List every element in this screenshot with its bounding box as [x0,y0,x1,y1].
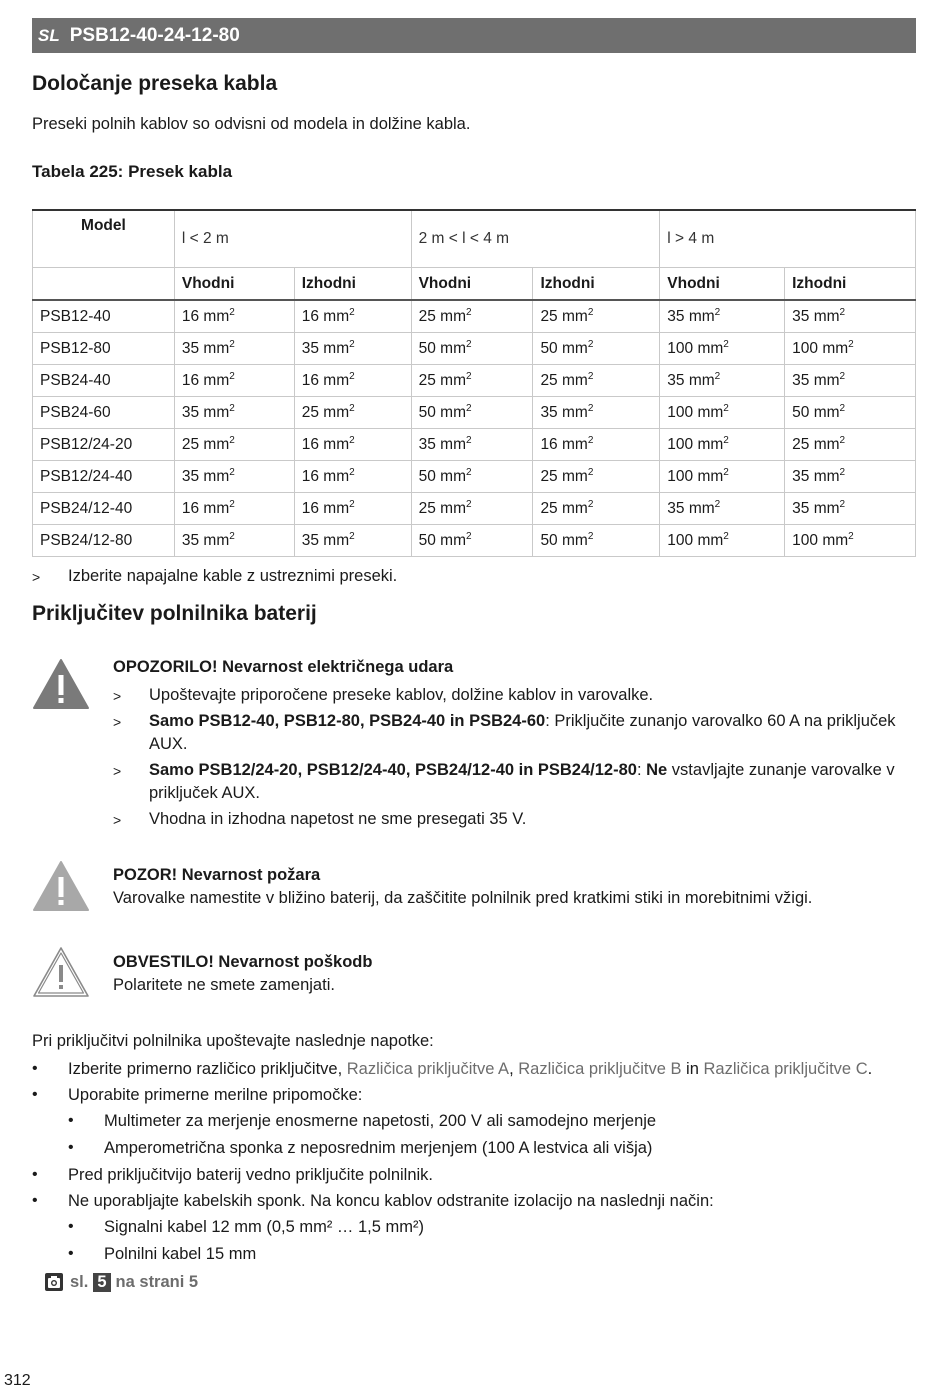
bullet-text [68,1058,872,1081]
cross-section-cell [174,461,294,493]
cell-value: 25 [540,372,558,389]
cell-value: 25 [181,436,200,453]
unit-exponent: 2 [465,467,472,478]
arrow-marker: > [113,688,122,704]
cell-value: 100 [667,340,694,357]
cell-unit: mm [440,500,466,517]
cell-value: 25 [418,308,436,325]
figure-reference[interactable] [44,1272,198,1292]
cell-value: 35 [181,340,200,357]
caution-title: POZOR! Nevarnost požara [113,866,321,884]
cross-section-cell [660,461,785,493]
unit-exponent: 2 [465,371,472,382]
unit-exponent: 2 [714,307,721,318]
cross-section-cell [660,397,785,429]
cross-section-cell [785,365,916,397]
unit-exponent: 2 [587,403,594,414]
language-code: SL [38,25,60,45]
unit-exponent: 2 [349,371,355,382]
sub-header: Izhodni [294,268,411,301]
cell-value: 16 [301,500,319,517]
warning-item [113,759,913,805]
cell-value: 50 [540,340,558,357]
model-cell: PSB12/24-20 [33,429,175,461]
warning-item [113,710,913,756]
table-header-row [33,210,916,268]
unit-exponent: 2 [349,531,355,542]
unit-exponent: 2 [229,371,235,382]
cell-unit: mm [203,532,230,549]
unit-exponent: 2 [587,467,594,478]
cell-unit: mm [697,532,724,549]
unit-exponent: 2 [723,531,729,542]
cross-section-cell [411,300,533,333]
arrow-marker: > [113,812,122,828]
cell-unit: mm [822,532,849,549]
table-row [33,461,916,493]
table-body [33,300,916,557]
notice-triangle-icon [32,946,90,998]
warning-item [113,684,913,707]
unit-exponent: 2 [587,339,594,350]
unit-exponent: 2 [229,467,235,478]
cross-section-cell [660,429,785,461]
bullet-text-part: . [867,1060,873,1078]
unit-exponent: 2 [349,339,355,350]
cell-value: 100 [667,436,694,453]
cross-section-cell [533,493,660,525]
cell-unit: mm [440,532,466,549]
arrow-marker: > [113,763,122,779]
bullet-text: Multimeter za merjenje enosmerne napetosti, 200 V ali samodejno merjenje [104,1112,657,1130]
warning-item-text: Vhodna in izhodna napetost ne sme presegati 35 V. [149,810,527,828]
unit-exponent: 2 [723,435,729,446]
cross-section-cell [785,525,916,557]
unit-exponent: 2 [229,307,235,318]
unit-exponent: 2 [714,499,721,510]
bullet-marker: • [68,1218,74,1235]
bullet-marker: • [68,1139,74,1156]
model-cell: PSB24/12-40 [33,493,175,525]
unit-exponent: 2 [349,499,355,510]
unit-exponent: 2 [229,435,235,446]
cell-unit: mm [323,468,350,485]
warning-item [113,808,913,831]
cell-unit: mm [323,404,350,421]
unit-exponent: 2 [587,531,594,542]
range-header: l < 2 m [174,210,411,268]
cell-unit: mm [697,468,724,485]
cross-section-cell [294,525,411,557]
cell-value: 50 [418,404,436,421]
cell-value: 50 [418,532,436,549]
cell-unit: mm [203,372,230,389]
cross-section-cell [174,300,294,333]
cross-section-cell [294,300,411,333]
cross-section-cell [294,493,411,525]
range-header: 2 m < l < 4 m [411,210,660,268]
sub-header: Vhodni [411,268,533,301]
warning-item-text [149,710,913,756]
cross-section-cell [533,429,660,461]
cell-value: 16 [181,372,200,389]
cross-section-cell [533,333,660,365]
cell-unit: mm [562,436,588,453]
caution-text: Varovalke namestite v bližino baterij, da zaščitite polnilnik pred kratkimi stiki in morebitnimi vžigi. [113,889,813,907]
cell-value: 35 [181,404,200,421]
warning-item-text: Upoštevajte priporočene preseke kablov, dolžine kablov in varovalke. [149,686,654,704]
cell-unit: mm [813,500,840,517]
cell-value: 100 [667,468,694,485]
cell-unit: mm [440,404,466,421]
figure-suffix: na strani 5 [115,1272,199,1291]
cell-unit: mm [440,340,466,357]
unit-exponent: 2 [229,531,235,542]
unit-exponent: 2 [714,371,721,382]
cell-value: 50 [540,532,558,549]
cell-unit: mm [323,340,350,357]
unit-exponent: 2 [465,499,472,510]
cross-section-cell [533,461,660,493]
cross-section-cell [785,493,916,525]
arrow-marker: > [32,569,41,585]
cell-unit: mm [813,404,840,421]
cell-value: 35 [792,372,810,389]
table-subheader-row [33,268,916,301]
cell-value: 25 [540,500,558,517]
unit-exponent: 2 [839,435,846,446]
cross-section-cell [785,397,916,429]
unit-exponent: 2 [848,339,854,350]
cross-section-cell [660,333,785,365]
cross-section-cell [411,429,533,461]
cell-unit: mm [203,340,230,357]
sub-header: Vhodni [174,268,294,301]
bullet-text: Signalni kabel 12 mm (0,5 mm² … 1,5 mm²) [104,1218,425,1236]
cross-section-cell [411,365,533,397]
figure-prefix: sl. [70,1272,89,1291]
cell-unit: mm [323,436,350,453]
cross-section-cell [533,300,660,333]
table-row [33,429,916,461]
cross-section-cell [174,365,294,397]
warning-item-bold: Samo PSB12-40, PSB12-80, PSB24-40 in PSB24-60 [149,712,546,730]
notice-text: Polaritete ne smete zamenjati. [113,976,335,994]
link-variant-b[interactable]: Različica priključitve B [518,1060,682,1078]
warning-item-bold: Ne [646,761,668,779]
cell-unit: mm [203,308,230,325]
cell-unit: mm [688,500,715,517]
model-cell: PSB24-60 [33,397,175,429]
arrow-marker: > [113,714,122,730]
cross-section-cell [174,333,294,365]
cell-unit: mm [822,340,849,357]
cell-unit: mm [562,340,588,357]
cross-section-cell [785,300,916,333]
cross-section-cell [533,365,660,397]
unit-exponent: 2 [587,499,594,510]
cell-value: 25 [540,468,558,485]
cross-section-cell [294,397,411,429]
cell-unit: mm [440,468,466,485]
cross-section-cell [660,300,785,333]
bullet-marker: • [68,1245,74,1262]
cell-unit: mm [323,532,350,549]
cross-section-cell [294,333,411,365]
unit-exponent: 2 [848,531,854,542]
unit-exponent: 2 [723,467,729,478]
cell-unit: mm [203,436,230,453]
cell-value: 25 [540,308,558,325]
cell-value: 25 [792,436,810,453]
unit-exponent: 2 [349,467,355,478]
cell-unit: mm [688,308,715,325]
cell-unit: mm [323,372,350,389]
warning-item-rest: vstavljajte zunanje varovalke v priključek AUX. [149,761,895,802]
cell-unit: mm [813,372,840,389]
document-header-bar [32,18,916,53]
unit-exponent: 2 [839,499,846,510]
cross-section-cell [174,493,294,525]
warning-item-sep: : [636,761,647,779]
bullet-marker: • [32,1192,38,1209]
cell-unit: mm [562,308,588,325]
table-row [33,365,916,397]
section-title-connect-charger: Priključitev polnilnika baterij [32,602,317,625]
table-row [33,525,916,557]
figure-number: 5 [93,1273,110,1292]
cross-section-cell [533,397,660,429]
bullet-text: Polnilni kabel 15 mm [104,1245,257,1263]
cell-value: 35 [792,500,810,517]
cross-section-cell [294,461,411,493]
camera-icon [44,1272,64,1292]
empty-cell [33,268,175,301]
cell-unit: mm [440,372,466,389]
table-caption: Tabela 225: Presek kabla [32,162,233,181]
cell-unit: mm [562,532,588,549]
cross-section-cell [411,333,533,365]
model-cell: PSB12-80 [33,333,175,365]
cross-section-cell [411,493,533,525]
cell-unit: mm [203,500,230,517]
unit-exponent: 2 [587,307,594,318]
sub-header: Izhodni [533,268,660,301]
cell-value: 16 [181,308,200,325]
cell-value: 35 [301,340,319,357]
instruction-item [32,565,912,588]
unit-exponent: 2 [465,307,472,318]
cell-value: 35 [540,404,558,421]
page-number: 312 [4,1372,31,1389]
bullet-text: Pred priključitvijo baterij vedno priključite polnilnik. [68,1166,433,1184]
unit-exponent: 2 [465,435,472,446]
cell-unit: mm [562,372,588,389]
unit-exponent: 2 [839,467,846,478]
cell-value: 16 [540,436,558,453]
cell-unit: mm [440,308,466,325]
cross-section-cell [785,333,916,365]
model-column-header: Model [33,210,175,268]
section-intro: Preseki polnih kablov so odvisni od modela in dolžine kabla. [32,115,471,133]
cell-unit: mm [688,372,715,389]
warning-item-rest: : Priključite zunanjo varovalko 60 A na priključek AUX. [149,712,896,753]
bullet-text: Ne uporabljajte kabelskih sponk. Na koncu kablov odstranite izolacijo na naslednji način: [68,1192,714,1210]
model-cell: PSB24-40 [33,365,175,397]
cross-section-cell [411,525,533,557]
cell-value: 50 [418,340,436,357]
cell-value: 100 [667,532,694,549]
cell-value: 35 [181,468,200,485]
cell-value: 50 [418,468,436,485]
unit-exponent: 2 [839,371,846,382]
range-header: l > 4 m [660,210,916,268]
bullet-marker: • [68,1112,74,1129]
cell-value: 16 [301,436,319,453]
cell-unit: mm [323,308,350,325]
unit-exponent: 2 [839,307,846,318]
cell-unit: mm [813,308,840,325]
cell-unit: mm [562,500,588,517]
cross-section-cell [174,525,294,557]
cell-value: 35 [181,532,200,549]
bullet-text-part: Izberite primerno različico priključitve, [68,1060,347,1078]
cross-section-cell [660,493,785,525]
cell-value: 16 [181,500,200,517]
unit-exponent: 2 [587,371,594,382]
unit-exponent: 2 [587,435,594,446]
section-title-cable-cross-section: Določanje preseka kabla [32,72,278,95]
model-cell: PSB24/12-80 [33,525,175,557]
cell-unit: mm [697,404,724,421]
table-row [33,300,916,333]
model-cell: PSB12/24-40 [33,461,175,493]
unit-exponent: 2 [465,403,472,414]
cell-value: 35 [792,468,810,485]
cell-unit: mm [323,500,350,517]
cell-value: 16 [301,372,319,389]
notice-title: OBVESTILO! Nevarnost poškodb [113,953,373,971]
bullet-text: Amperometrična sponka z neposrednim merjenjem (100 A lestvica ali višja) [104,1139,653,1157]
cell-unit: mm [697,436,724,453]
unit-exponent: 2 [229,403,235,414]
cross-section-cell [785,429,916,461]
unit-exponent: 2 [465,339,472,350]
bullet-text-part: in [681,1060,704,1078]
cell-value: 35 [792,308,810,325]
cross-section-cell [660,365,785,397]
cell-unit: mm [203,404,230,421]
unit-exponent: 2 [723,403,729,414]
cell-unit: mm [562,468,588,485]
table-row [33,397,916,429]
caution-triangle-icon [32,860,90,912]
bullet-marker: • [32,1060,38,1077]
sub-header: Vhodni [660,268,785,301]
cell-unit: mm [203,468,230,485]
cell-value: 100 [667,404,694,421]
cross-section-cell [411,397,533,429]
cell-value: 25 [301,404,319,421]
unit-exponent: 2 [349,435,355,446]
cable-cross-section-table [32,209,916,557]
cell-value: 25 [418,500,436,517]
cell-value: 35 [301,532,319,549]
cross-section-cell [174,397,294,429]
cross-section-cell [294,429,411,461]
table-row [33,333,916,365]
cell-value: 16 [301,308,319,325]
notes-intro: Pri priključitvi polnilnika upoštevajte naslednje napotke: [32,1032,434,1050]
cross-section-cell [411,461,533,493]
unit-exponent: 2 [723,339,729,350]
link-variant-a[interactable]: Različica priključitve A [346,1060,510,1078]
cell-value: 100 [792,532,818,549]
warning-title: OPOZORILO! Nevarnost električnega udara [113,658,454,676]
cell-value: 50 [792,404,810,421]
cell-unit: mm [813,436,840,453]
unit-exponent: 2 [839,403,846,414]
table-row [33,493,916,525]
instruction-text: Izberite napajalne kable z ustreznimi preseki. [68,567,398,585]
bullet-text-part: , [509,1060,519,1078]
model-cell: PSB12-40 [33,300,175,333]
cross-section-cell [294,365,411,397]
warning-item-text [149,759,913,805]
cross-section-cell [533,525,660,557]
cell-value: 35 [667,372,685,389]
cell-unit: mm [562,404,588,421]
cell-value: 35 [667,308,685,325]
cell-value: 35 [418,436,436,453]
cell-value: 35 [667,500,685,517]
cell-value: 25 [418,372,436,389]
cross-section-cell [785,461,916,493]
model-name: PSB12-40-24-12-80 [69,24,240,46]
cell-unit: mm [813,468,840,485]
bullet-text: Uporabite primerne merilne pripomočke: [68,1086,363,1104]
bullet-marker: • [32,1166,38,1183]
cell-value: 16 [301,468,319,485]
warning-item-bold: Samo PSB12/24-20, PSB12/24-40, PSB24/12-40 in PSB24/12-80 [149,761,637,779]
unit-exponent: 2 [465,531,472,542]
unit-exponent: 2 [349,307,355,318]
bullet-marker: • [32,1086,38,1103]
cross-section-cell [174,429,294,461]
unit-exponent: 2 [229,499,235,510]
sub-header: Izhodni [785,268,916,301]
cell-unit: mm [440,436,466,453]
cell-value: 100 [792,340,818,357]
warning-triangle-icon [32,658,90,710]
link-variant-c[interactable]: Različica priključitve C [703,1060,868,1078]
unit-exponent: 2 [349,403,355,414]
cell-unit: mm [697,340,724,357]
unit-exponent: 2 [229,339,235,350]
cross-section-cell [660,525,785,557]
